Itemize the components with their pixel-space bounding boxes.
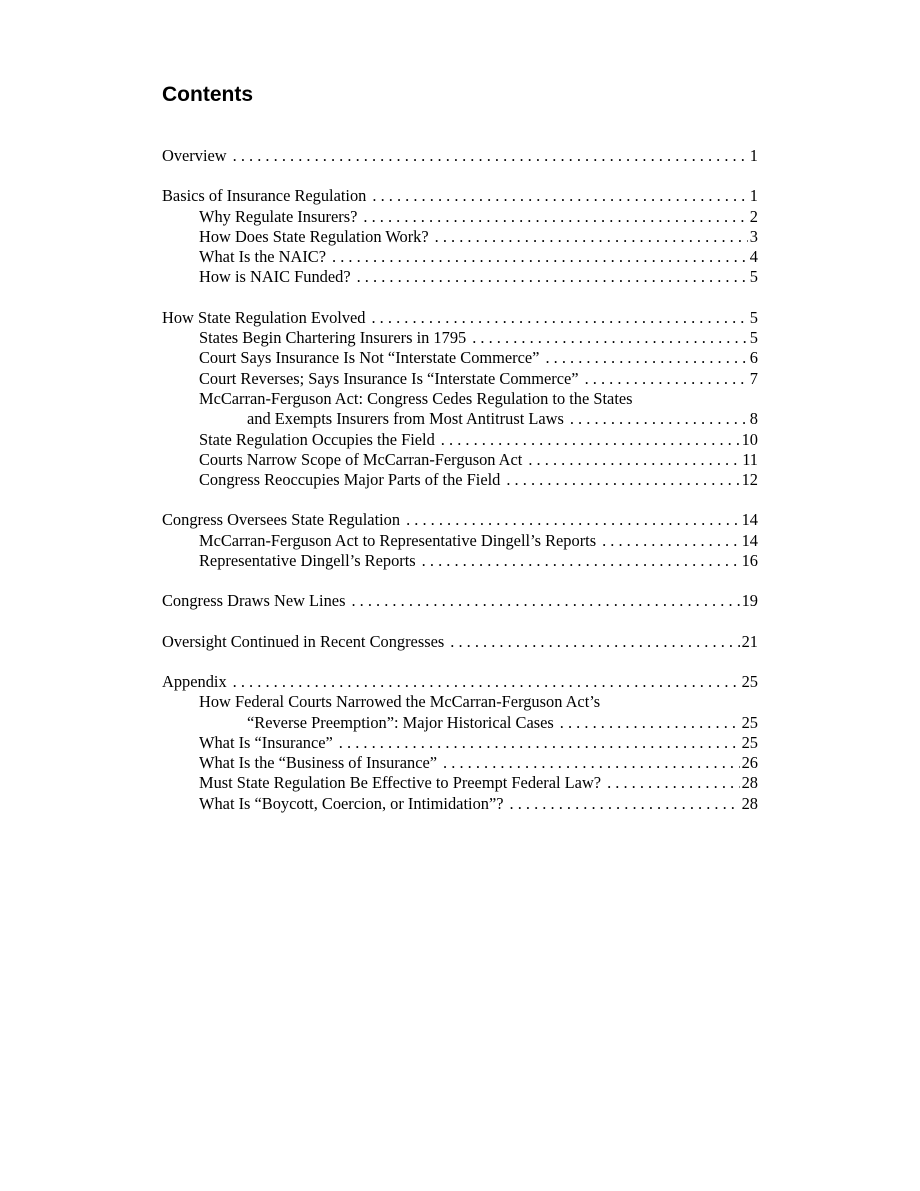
- toc-page-number: 1: [749, 186, 758, 206]
- dot-leader: [472, 328, 748, 348]
- dot-leader: [528, 450, 740, 470]
- toc-entry-title: How is NAIC Funded?: [199, 267, 351, 287]
- toc-entry-title: What Is “Insurance”: [199, 732, 333, 752]
- dot-leader: [607, 773, 740, 793]
- toc-entry-title-continued: “Reverse Preemption”: Major Historical Cases: [247, 712, 554, 732]
- toc-page-number: 25: [741, 671, 758, 691]
- toc-entry[interactable]: [162, 186, 758, 206]
- toc-page-number: 16: [741, 551, 758, 571]
- toc-entry-title: Court Says Insurance Is Not “Interstate Commerce”: [199, 348, 540, 368]
- dot-leader: [602, 531, 740, 551]
- toc-page-number: 12: [741, 470, 758, 490]
- toc-entry-title: Basics of Insurance Regulation: [162, 186, 367, 206]
- dot-leader: [506, 470, 739, 490]
- toc-section: [162, 510, 758, 571]
- toc-page-number: 25: [741, 712, 758, 732]
- toc-section: [162, 632, 758, 652]
- dot-leader: [510, 794, 740, 814]
- dot-leader: [435, 227, 748, 247]
- toc-page-number: 11: [742, 449, 758, 469]
- toc-page-number: 28: [741, 773, 758, 793]
- toc-entry-title: Must State Regulation Be Effective to Preempt Federal Law?: [199, 773, 602, 793]
- toc-page-number: 14: [741, 530, 758, 550]
- toc-page-number: 5: [749, 307, 758, 327]
- toc-entry[interactable]: [162, 632, 758, 652]
- toc-entry[interactable]: [162, 510, 758, 530]
- toc-entry-title: Appendix: [162, 671, 227, 691]
- dot-leader: [363, 207, 747, 227]
- toc-page-number: 2: [749, 206, 758, 226]
- toc-section: [162, 186, 758, 287]
- toc-page-number: 26: [741, 753, 758, 773]
- dot-leader: [422, 551, 740, 571]
- toc-entry-title: Oversight Continued in Recent Congresses: [162, 631, 445, 651]
- toc-entry-title: Courts Narrow Scope of McCarran-Ferguson Act: [199, 449, 523, 469]
- toc-entry[interactable]: [162, 733, 758, 753]
- toc-section: [162, 591, 758, 611]
- dot-leader: [443, 753, 740, 773]
- toc-page-number: 28: [741, 793, 758, 813]
- toc-entry-title: Congress Reoccupies Major Parts of the Field: [199, 470, 501, 490]
- toc-entry-title: Congress Oversees State Regulation: [162, 510, 401, 530]
- toc-page-number: 21: [741, 631, 758, 651]
- toc-entry[interactable]: [162, 430, 758, 450]
- toc-entry[interactable]: [162, 551, 758, 571]
- toc-entry-title: Court Reverses; Says Insurance Is “Interstate Commerce”: [199, 368, 579, 388]
- toc-section: [162, 146, 758, 166]
- toc-page-number: 14: [741, 510, 758, 530]
- toc-section: [162, 308, 758, 491]
- toc-page-number: 25: [741, 732, 758, 752]
- table-of-contents: [162, 146, 758, 834]
- toc-section: [162, 672, 758, 814]
- toc-entry-title: State Regulation Occupies the Field: [199, 429, 435, 449]
- toc-entry[interactable]: [162, 672, 758, 692]
- dot-leader: [339, 733, 740, 753]
- toc-entry-title: McCarran-Ferguson Act: Congress Cedes Regulation to the States: [199, 388, 633, 408]
- toc-page-number: 7: [749, 368, 758, 388]
- toc-entry[interactable]: [162, 531, 758, 551]
- dot-leader: [233, 672, 740, 692]
- toc-page-number: 5: [749, 267, 758, 287]
- toc-page-number: 5: [749, 328, 758, 348]
- toc-entry-title: Why Regulate Insurers?: [199, 206, 358, 226]
- toc-entry[interactable]: [162, 369, 758, 389]
- dot-leader: [585, 369, 748, 389]
- toc-entry-title: McCarran-Ferguson Act to Representative Dingell’s Reports: [199, 530, 597, 550]
- dot-leader: [351, 591, 739, 611]
- toc-entry[interactable]: [162, 146, 758, 166]
- toc-entry[interactable]: [162, 389, 758, 430]
- toc-entry[interactable]: [162, 753, 758, 773]
- toc-page-number: 6: [749, 348, 758, 368]
- toc-entry-title: Representative Dingell’s Reports: [199, 551, 416, 571]
- toc-entry-title: How Does State Regulation Work?: [199, 226, 429, 246]
- toc-page-number: 3: [749, 226, 758, 246]
- toc-entry[interactable]: [162, 450, 758, 470]
- toc-entry[interactable]: [162, 591, 758, 611]
- toc-entry-title: What Is “Boycott, Coercion, or Intimidation”?: [199, 793, 504, 813]
- toc-page-number: 8: [749, 409, 758, 429]
- toc-entry-title: What Is the “Business of Insurance”: [199, 753, 438, 773]
- toc-page-number: 19: [741, 591, 758, 611]
- toc-entry[interactable]: [162, 207, 758, 227]
- toc-entry-title: How Federal Courts Narrowed the McCarran-Ferguson Act’s: [199, 692, 601, 712]
- toc-entry[interactable]: [162, 692, 758, 733]
- toc-entry-title: Overview: [162, 146, 227, 165]
- dot-leader: [372, 186, 747, 206]
- dot-leader: [560, 713, 740, 733]
- toc-entry[interactable]: [162, 308, 758, 328]
- dot-leader: [332, 247, 748, 267]
- dot-leader: [357, 267, 748, 287]
- toc-entry-title: What Is the NAIC?: [199, 247, 326, 267]
- toc-page-number: 1: [749, 146, 758, 165]
- toc-entry[interactable]: [162, 267, 758, 287]
- toc-page-number: 4: [749, 247, 758, 267]
- toc-entry[interactable]: [162, 794, 758, 814]
- toc-page-number: 10: [741, 429, 758, 449]
- toc-entry[interactable]: [162, 328, 758, 348]
- toc-entry[interactable]: [162, 227, 758, 247]
- toc-entry[interactable]: [162, 348, 758, 368]
- dot-leader: [450, 632, 739, 652]
- dot-leader: [371, 308, 747, 328]
- toc-entry-title: States Begin Chartering Insurers in 1795: [199, 328, 467, 348]
- dot-leader: [545, 348, 747, 368]
- toc-entry-title: How State Regulation Evolved: [162, 307, 366, 327]
- toc-entry-title: Congress Draws New Lines: [162, 591, 346, 611]
- toc-entry[interactable]: [162, 247, 758, 267]
- dot-leader: [233, 146, 748, 166]
- toc-entry-title-continued: and Exempts Insurers from Most Antitrust Laws: [247, 409, 564, 429]
- dot-leader: [406, 510, 740, 530]
- toc-entry[interactable]: [162, 773, 758, 793]
- toc-entry[interactable]: [162, 470, 758, 490]
- dot-leader: [570, 409, 748, 429]
- page-title: Contents: [162, 83, 253, 106]
- dot-leader: [441, 430, 740, 450]
